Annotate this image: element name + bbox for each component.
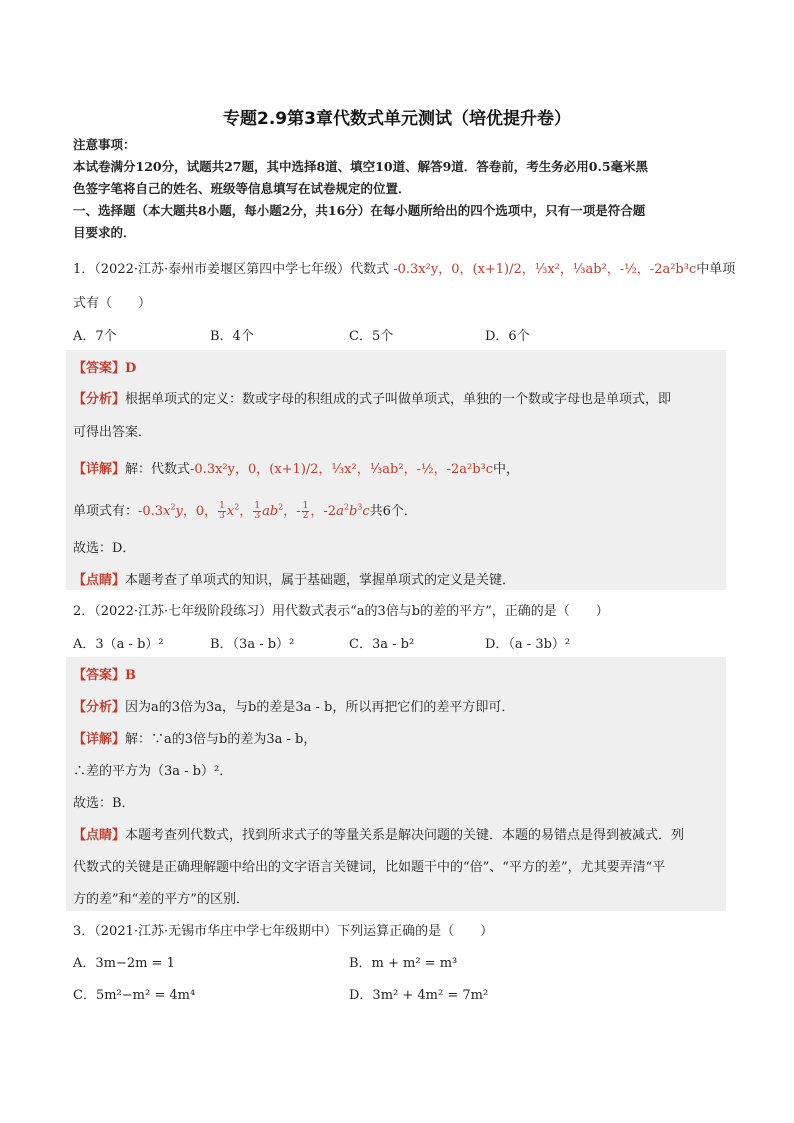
q2-comment-line-2: 代数式的关键是正确理解题中给出的文字语言关键词，比如题干中的“倍”、“平方的差”，尤其要弄清“平 [73,860,666,875]
question-2-stem: 2．（2022·江苏·七年级阶段练习）用代数式表示“a的3倍与b的差的平方”，正确的是（ ） [73,604,609,619]
q1-analysis-text: 根据单项式的定义：数或字母的积组成的式子叫做单项式，单独的一个数或字母也是单项式，即 [125,392,672,407]
q2-option-d[interactable]: D．（a - 3b）² [485,637,571,652]
q3-option-d[interactable]: D．3m² + 4m² = 7m² [349,988,489,1003]
notice-line-2: 色签字笔将自己的姓名、班级等信息填写在试卷规定的位置． [73,181,411,196]
q1-monomial-prefix: 单项式有： [73,504,139,519]
q3-option-b[interactable]: B．m + m² = m³ [349,956,458,971]
q1-detail-expression: -0.3x²y，0，(x+1)/2，⅓x²，⅓ab²，-½，-2a²b³c [190,462,494,477]
q2-detail-text: 解：∵a的3倍与b的差为3a - b， [125,732,317,747]
q1-monomial-list: $-0.3x^2y$，0， $\frac{1}{3}$ $x^2$， $\frac{1}{3}$ $ab^2$，- $\frac{1}{2}$ ，$-2a^2b^3c$ [138,501,370,521]
q1-comment-tag: 【点睛】 [73,573,126,588]
question-1-stem [73,258,736,277]
q2-detail-line-2: ∴差的平方为（3a - b）²． [73,764,233,779]
q1-comment [73,569,723,588]
q1-option-a[interactable]: A．7个 [73,329,117,344]
q2-comment-tag: 【点睛】 [73,828,126,843]
q1-choice: 故选：D． [73,541,136,556]
q2-comment-line-3: 方的差”和“差的平方”的区别． [73,892,249,907]
question-1-expression: -0.3x²y，0，(x+1)/2，⅓x²，⅓ab²，-½，-2a²b³c [393,262,697,277]
q1-detail-line-2 [73,500,723,521]
q2-option-c[interactable]: C．3a - b² [349,637,415,652]
q1-detail-prefix: 解：代数式 [125,462,191,477]
q2-analysis-text: 因为a的3倍为3a，与b的差是3a - b，所以再把它们的差平方即可． [125,700,515,715]
q2-comment-line-1 [73,824,723,843]
q1-analysis-line-2: 可得出答案． [73,425,152,440]
notice-line-1: 本试卷满分120分，试题共27题，其中选择8道、填空10道、解答9道．答卷前，考生务必用0.5毫米黑 [73,159,649,174]
q3-option-c[interactable]: C．5m²−m² = 4m⁴ [73,988,196,1003]
q1-option-d[interactable]: D．6个 [485,329,530,344]
question-1-options [73,325,723,345]
q2-detail-tag: 【详解】 [73,732,126,747]
q1-detail-tag: 【详解】 [73,462,126,477]
q1-monomial-suffix: 共6个． [369,504,417,519]
q2-analysis-tag: 【分析】 [73,700,126,715]
q1-answer: 【答案】D [73,361,137,376]
section-heading-line-2: 目要求的． [73,225,136,240]
page-title: 专题2.9第3章代数式单元测试（培优提升卷） [223,109,571,129]
question-1-stem-line-2: 式有（ ） [73,296,152,311]
q1-analysis [73,388,723,407]
section-heading-line-1: 一、选择题（本大题共8小题，每小题2分，共16分）在每小题所给出的四个选项中，只有一项是符合题 [73,203,646,218]
q1-option-c[interactable]: C．5个 [349,329,394,344]
q1-detail-line-1 [73,458,723,477]
q2-option-b[interactable]: B．（3a - b）² [210,637,295,652]
q3-option-a[interactable]: A．3m−2m = 1 [73,956,175,971]
q2-analysis [73,696,723,715]
q2-detail-line-1 [73,728,723,747]
question-3-stem: 3．（2021·江苏·无锡市华庄中学七年级期中）下列运算正确的是（ ） [73,924,494,939]
q1-detail-suffix: 中， [493,462,520,477]
q1-comment-text: 本题考查了单项式的知识，属于基础题，掌握单项式的定义是关键． [125,573,516,588]
question-2-options [73,633,723,653]
q2-comment-text: 本题考查列代数式，找到所求式子的等量关系是解决问题的关键．本题的易错点是得到被减式．列 [125,828,685,843]
question-3-options-row-1 [73,952,723,972]
q1-option-b[interactable]: B．4个 [210,329,254,344]
q1-analysis-tag: 【分析】 [73,392,126,407]
q2-answer: 【答案】B [73,668,136,683]
question-1-source: 1．（2022·江苏·泰州市姜堰区第四中学七年级）代数式 [73,262,390,277]
q2-option-a[interactable]: A．3（a - b）² [73,637,164,652]
question-3-options-row-2 [73,984,723,1004]
notice-heading: 注意事项： [73,137,136,152]
q2-choice: 故选：B． [73,796,135,811]
question-1-stem-tail: 中单项 [696,262,736,277]
